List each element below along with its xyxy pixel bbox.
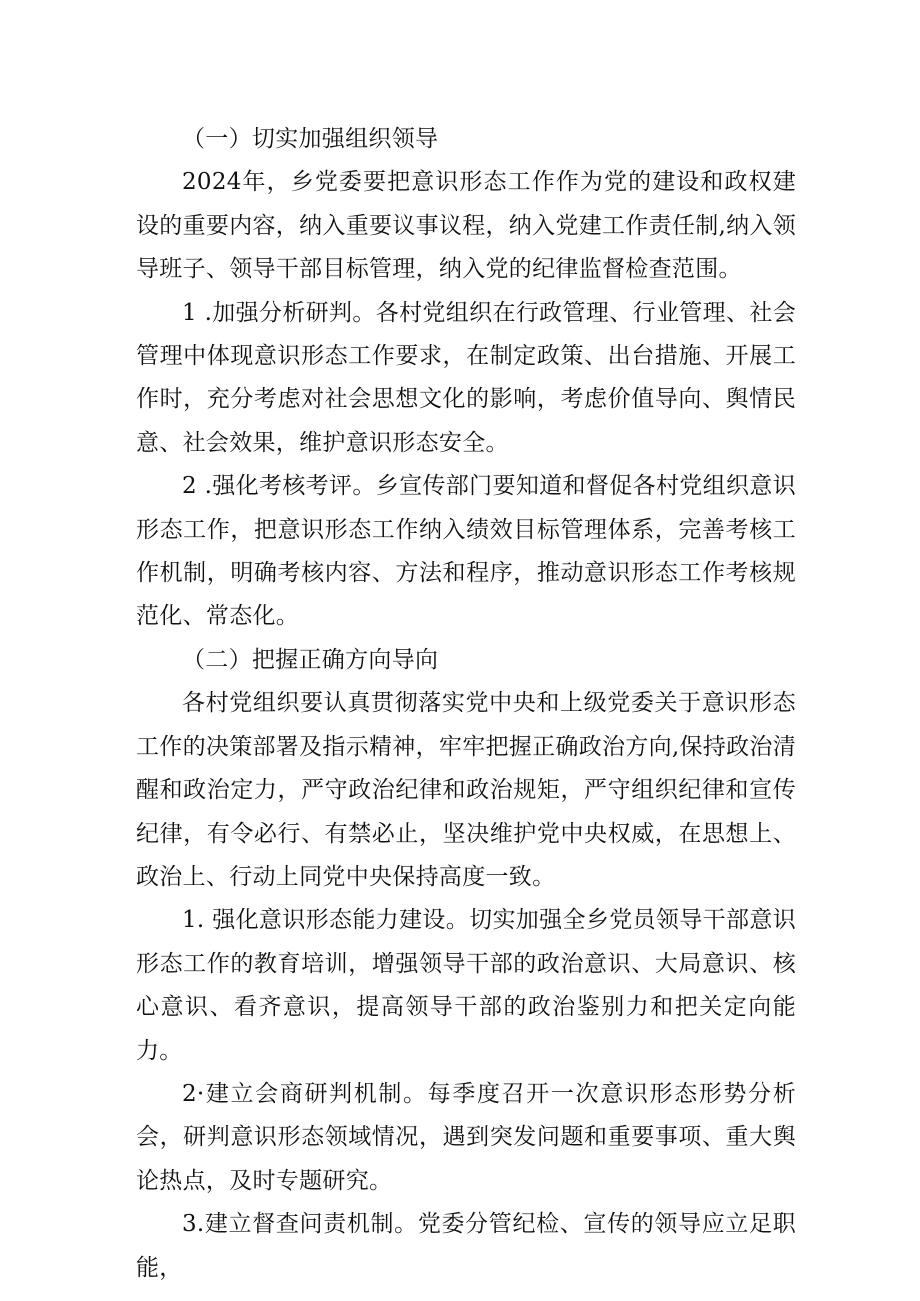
paragraph-item-2-3: 3.建立督查问责机制。党委分管纪检、宣传的领导应立足职能，	[136, 1211, 796, 1281]
paragraph-intro-1: 2024年，乡党委要把意识形态工作作为党的建设和政权建设的重要内容，纳入重要议事议程，纳入党建工作责任制,纳入领导班子、领导干部目标管理，纳入党的纪律监督检查范围。	[136, 169, 797, 283]
document-body	[136, 118, 796, 1290]
section-heading-1: （一）切实加强组织领导	[182, 126, 439, 152]
section-heading-2: （二）把握正确方向导向	[182, 646, 439, 673]
paragraph-item-2-1: 1. 强化意识形态能力建设。切实加强全乡党员领导干部意识形态工作的教育培训，增强领导干部的政治意识、大局意识、核心意识、看齐意识，提高领导干部的政治鉴别力和把关定向能力。	[136, 907, 796, 1064]
paragraph-item-1-2: 2 .强化考核考评。乡宣传部门要知道和督促各村党组织意识形态工作，把意识形态工作纳入绩效目标管理体系，完善考核工作机制，明确考核内容、方法和程序，推动意识形态工作考核规范化、常态化。	[136, 473, 796, 630]
paragraph-item-2-2: 2·建立会商研判机制。每季度召开一次意识形态形势分析会，研判意识形态领域情况，遇到突发问题和重要事项、重大舆论热点，及时专题研究。	[136, 1080, 796, 1194]
paragraph-item-1-1: 1 .加强分析研判。各村党组织在行政管理、行业管理、社会管理中体现意识形态工作要求，在制定政策、出台措施、开展工作时，充分考虑对社会思想文化的影响，考虑价值导向、舆情民意、社会效果，维护意识形态安全。	[136, 299, 796, 456]
paragraph-intro-2: 各村党组织要认真贯彻落实党中央和上级党委关于意识形态工作的决策部署及指示精神，牢牢把握正确政治方向,保持政治清醒和政治定力，严守政治纪律和政治规矩，严守组织纪律和宣传纪律，有令必行、有禁必止，坚决维护党中央权威，在思想上、政治上、行动上同党中央保持高度一致。	[136, 690, 797, 890]
